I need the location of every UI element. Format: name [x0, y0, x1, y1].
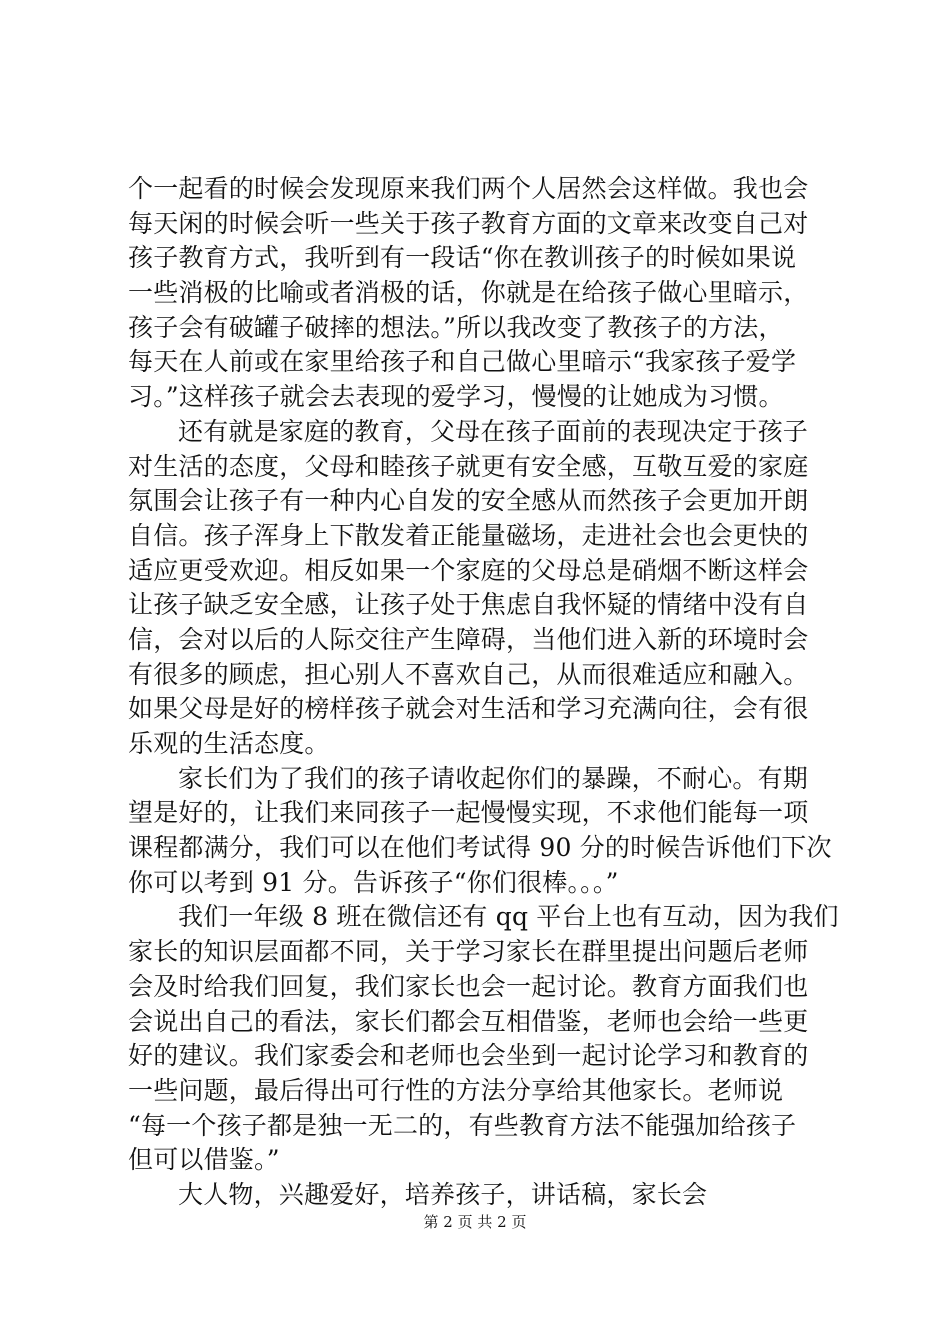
text-line: 信，会对以后的人际交往产生障碍，当他们进入新的环境时会 — [128, 624, 809, 654]
text-line: 会及时给我们回复，我们家长也会一起讨论。教育方面我们也 — [128, 971, 809, 1001]
text-line: 一些消极的比喻或者消极的话，你就是在给孩子做心里暗示， — [128, 278, 809, 308]
page-footer: 第 2 页 共 2 页 — [423, 1213, 527, 1231]
text-line: 家长的知识层面都不同，关于学习家长在群里提出问题后老师 — [128, 937, 809, 967]
text-line: 还有就是家庭的教育，父母在孩子面前的表现决定于孩子 — [178, 416, 809, 446]
text-line: 孩子会有破罐子破摔的想法。”所以我改变了教孩子的方法， — [128, 312, 784, 342]
text-line: 每天在人前或在家里给孩子和自己做心里暗示“我家孩子爱学 — [128, 347, 797, 377]
text-line: 对生活的态度，父母和睦孩子就更有安全感，互敬互爱的家庭 — [128, 451, 809, 481]
text-line: 你可以考到 91 分。告诉孩子“你们很棒。。。” — [128, 867, 619, 897]
text-line: 望是好的，让我们来同孩子一起慢慢实现，不求他们能每一项 — [128, 798, 809, 828]
text-line: 会说出自己的看法，家长们都会互相借鉴，老师也会给一些更 — [128, 1006, 809, 1036]
text-line: 有很多的顾虑，担心别人不喜欢自己，从而很难适应和融入。 — [128, 659, 809, 689]
text-line: 但可以借鉴。” — [128, 1145, 280, 1175]
text-line: 适应更受欢迎。相反如果一个家庭的父母总是硝烟不断这样会 — [128, 555, 809, 585]
text-line: 氛围会让孩子有一种内心自发的安全感从而然孩子会更加开朗 — [128, 486, 809, 516]
text-line: 好的建议。我们家委会和老师也会坐到一起讨论学习和教育的 — [128, 1041, 809, 1071]
text-line: 如果父母是好的榜样孩子就会对生活和学习充满向往，会有很 — [128, 694, 809, 724]
text-line: 个一起看的时候会发现原来我们两个人居然会这样做。我也会 — [128, 174, 809, 203]
text-line: 让孩子缺乏安全感，让孩子处于焦虑自我怀疑的情绪中没有自 — [128, 590, 809, 620]
text-line: 习。”这样孩子就会去表现的爱学习，慢慢的让她成为习惯。 — [128, 382, 784, 412]
text-line: “每一个孩子都是独一无二的，有些教育方法不能强加给孩子 — [128, 1110, 797, 1140]
text-line: 课程都满分，我们可以在他们考试得 90 分的时候告诉他们下次 — [128, 833, 832, 863]
text-line: 一些问题，最后得出可行性的方法分享给其他家长。老师说 — [128, 1075, 784, 1105]
text-line: 大人物，兴趣爱好，培养孩子，讲话稿，家长会 — [178, 1179, 708, 1209]
text-line: 乐观的生活态度。 — [128, 729, 330, 758]
text-line: 我们一年级 8 班在微信还有 qq 平台上也有互动，因为我们 — [178, 902, 839, 932]
text-line: 家长们为了我们的孩子请收起你们的暴躁，不耐心。有期 — [178, 763, 809, 793]
text-line: 孩子教育方式，我听到有一段话“你在教训孩子的时候如果说 — [128, 243, 797, 273]
document-body — [128, 172, 839, 1213]
text-line: 每天闲的时候会听一些关于孩子教育方面的文章来改变自己对 — [128, 208, 809, 238]
text-line: 自信。孩子浑身上下散发着正能量磁场，走进社会也会更快的 — [128, 520, 809, 550]
